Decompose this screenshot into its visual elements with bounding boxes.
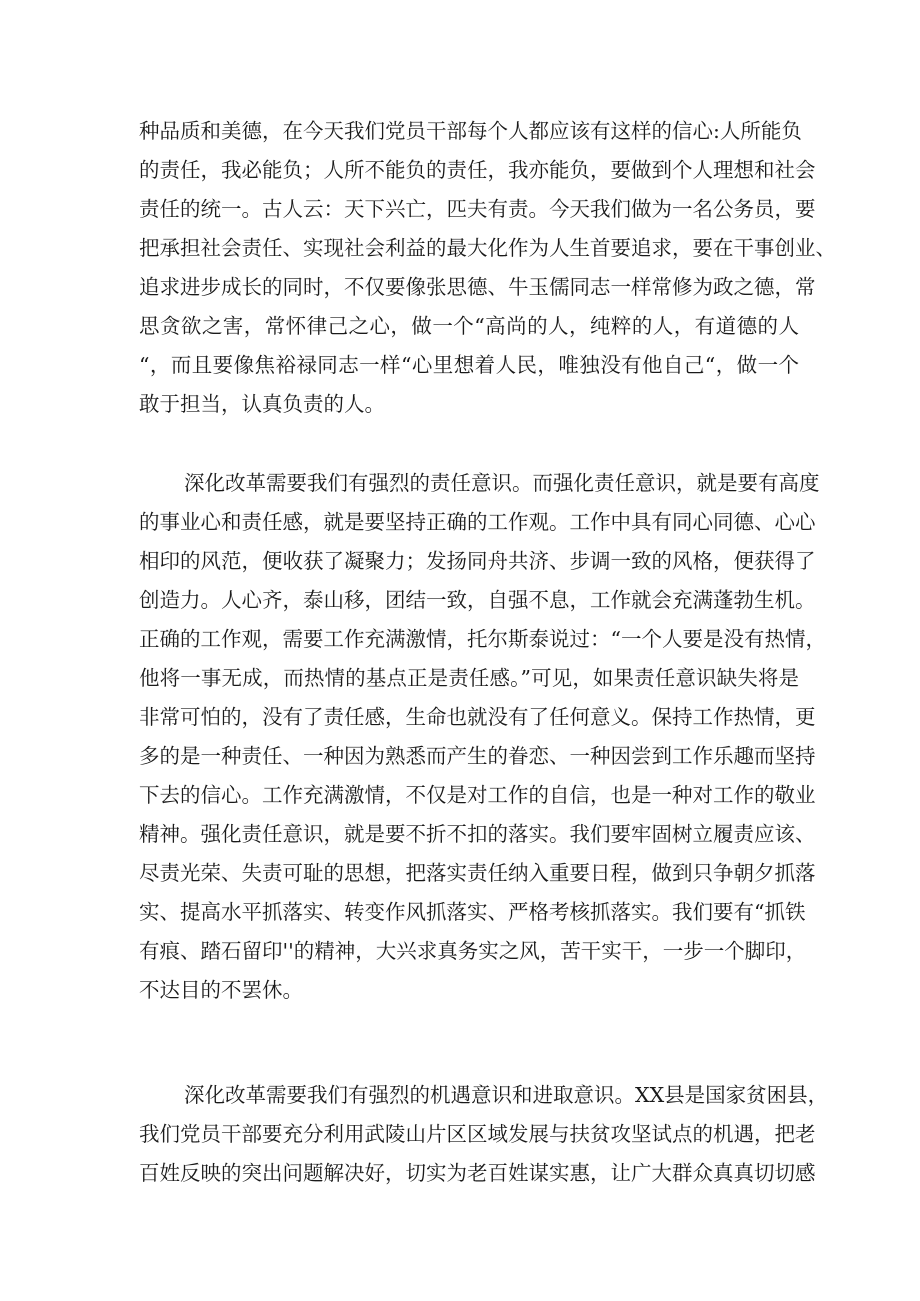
text-line: 思贪欲之害，常怀律己之心，做一个“高尚的人，纯粹的人，有道德的人 — [139, 314, 799, 338]
text-line: 多的是一种责任、一种因为熟悉而产生的眷恋、一种因尝到工作乐趣而坚持 — [139, 744, 816, 768]
text-line: 追求进步成长的同时，不仅要像张思德、牛玉儒同志一样常修为政之德，常 — [139, 275, 816, 299]
text-line: 他将一事无成，而热情的基点正是责任感。”可见，如果责任意识缺失将是 — [139, 666, 799, 690]
text-line: 正确的工作观，需要工作充满激情，托尔斯泰说过：“一个人要是没有热情， — [139, 627, 826, 651]
text-line: 种品质和美德，在今天我们党员干部每个人都应该有这样的信心:人所能负 — [139, 119, 802, 143]
text-line: 下去的信心。工作充满激情，不仅是对工作的自信，也是一种对工作的敬业 — [139, 783, 816, 807]
text-line: 实、提高水平抓落实、转变作风抓落实、严格考核抓落实。我们要有“抓铁 — [139, 900, 806, 924]
text-line: 有痕、踏石留印''的精神，大兴求真务实之风，苦干实干，一步一个脚印， — [139, 939, 807, 963]
text-line: 深化改革需要我们有强烈的机遇意识和进取意识。XX县是国家贫困县， — [184, 1083, 829, 1107]
text-line: 的责任，我必能负；人所不能负的责任，我亦能负，要做到个人理想和社会 — [139, 158, 816, 182]
text-line: 敢于担当，认真负责的人。 — [139, 392, 385, 416]
text-line: 尽责光荣、失责可耻的思想，把落实责任纳入重要日程，做到只争朝夕抓落 — [139, 861, 816, 885]
text-line: 创造力。人心齐，泰山移，团结一致，自强不息，工作就会充满蓬勃生机。 — [139, 588, 816, 612]
text-line: 把承担社会责任、实现社会利益的最大化作为人生首要追求，要在干事创业、 — [139, 236, 836, 260]
text-line: 深化改革需要我们有强烈的责任意识。而强化责任意识，就是要有高度 — [184, 471, 820, 495]
text-line: 责任的统一。古人云：天下兴亡，匹夫有责。今天我们做为一名公务员，要 — [139, 197, 816, 221]
text-line: 不达目的不罢休。 — [139, 978, 303, 1002]
text-line: 非常可怕的，没有了责任感，生命也就没有了任何意义。保持工作热情，更 — [139, 705, 816, 729]
text-line: 相印的风范，便收获了凝聚力；发扬同舟共济、步调一致的风格，便获得了 — [139, 549, 816, 573]
text-line: 精神。强化责任意识，就是要不折不扣的落实。我们要牢固树立履责应该、 — [139, 822, 816, 846]
text-line: 的事业心和责任感，就是要坚持正确的工作观。工作中具有同心同德、心心 — [139, 510, 816, 534]
text-line: 我们党员干部要充分利用武陵山片区区域发展与扶贫攻坚试点的机遇，把老 — [139, 1122, 816, 1146]
text-line: 百姓反映的突出问题解决好，切实为老百姓谋实惠，让广大群众真真切切感 — [139, 1161, 816, 1185]
text-line: “，而且要像焦裕禄同志一样“心里想着人民，唯独没有他自己“，做一个 — [139, 353, 799, 377]
